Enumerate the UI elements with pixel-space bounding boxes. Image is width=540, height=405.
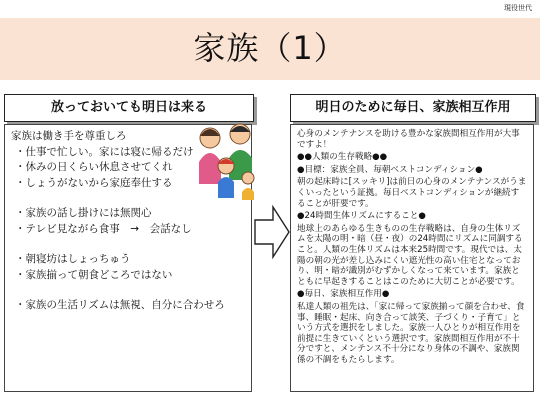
spacer <box>11 237 245 252</box>
right-paragraph: 地球上のあらゆる生きものの生存戦略は、自身の生体リズムを太陽の明・暗（昼・夜）の24時間にリズムに同調すること。人類の生体リズムは本来25時間です。現代では、太陽の朝の光が差し込みにくい遮光性の高い住宅となっており、明・暗が識別がむずかしくなって来ています。家族とともに早起きすることはこのために大切ことが必要です。 <box>297 223 523 287</box>
right-paragraph: 私達人類の祖先は、「家に帰って家族揃って顔を合わせ、食事、睡眠・起床、向き合って談笑、子づくり・子育て」という方式を選択をしました。家族一人ひとりが相互作用を前提に生きていくという選択です。家族間相互作用が不十分ですと、メンテンス不十分になり身体の不調や、家族関係の不調をもたらします。 <box>297 301 525 365</box>
right-panel <box>290 124 534 392</box>
right-paragraph: ●24時間生体リズムにすること● <box>297 211 426 222</box>
spacer <box>11 283 245 298</box>
left-line: ・朝寝坊はしょっちゅう <box>15 253 131 265</box>
right-panel-heading: 明日のために毎日、家族相互作用 <box>290 94 536 122</box>
left-line: ・家族揃って朝食どころではない <box>15 268 173 281</box>
left-line: ・家族の生活リズムは無視、自分に合わせろ <box>15 299 225 311</box>
left-line: 家族は働き手を尊重しろ <box>11 130 127 142</box>
arrow-right-icon <box>254 205 290 259</box>
left-line: ・家族の話し掛けには無関心 <box>15 207 152 219</box>
page-title: 家族（1） <box>193 29 347 67</box>
right-paragraph: ●●人類の生存戦略●● <box>297 152 388 163</box>
left-line: ・仕事で忙しい。家には寝に帰るだけ <box>15 145 194 158</box>
left-line: ・テレビ見ながら食事 → 会話なし <box>15 222 192 235</box>
family-illustration <box>196 122 258 200</box>
corner-label: 現役世代 <box>504 4 532 12</box>
left-line: ・しょうがないから家庭奉仕する <box>15 176 173 189</box>
right-paragraph: 心身のメンテナンスを助ける豊かな家族間相互作用が大事ですよ！ <box>297 129 520 150</box>
left-line: ・休みの日くらい休息させてくれ <box>15 161 173 173</box>
left-panel-heading: 放っておいても明日は来る <box>4 94 254 122</box>
right-paragraph: 朝の起床時に[スッキリ]は前日の心身のメンテナンスがうまくいったという証拠。毎日ベストコンディションが継続することが肝要です。 <box>297 177 527 209</box>
right-paragraph: ●毎日、家族相互作用● <box>297 289 390 300</box>
right-paragraph: ●目標：家族全員、毎朝ベストコンディション● <box>297 164 483 175</box>
